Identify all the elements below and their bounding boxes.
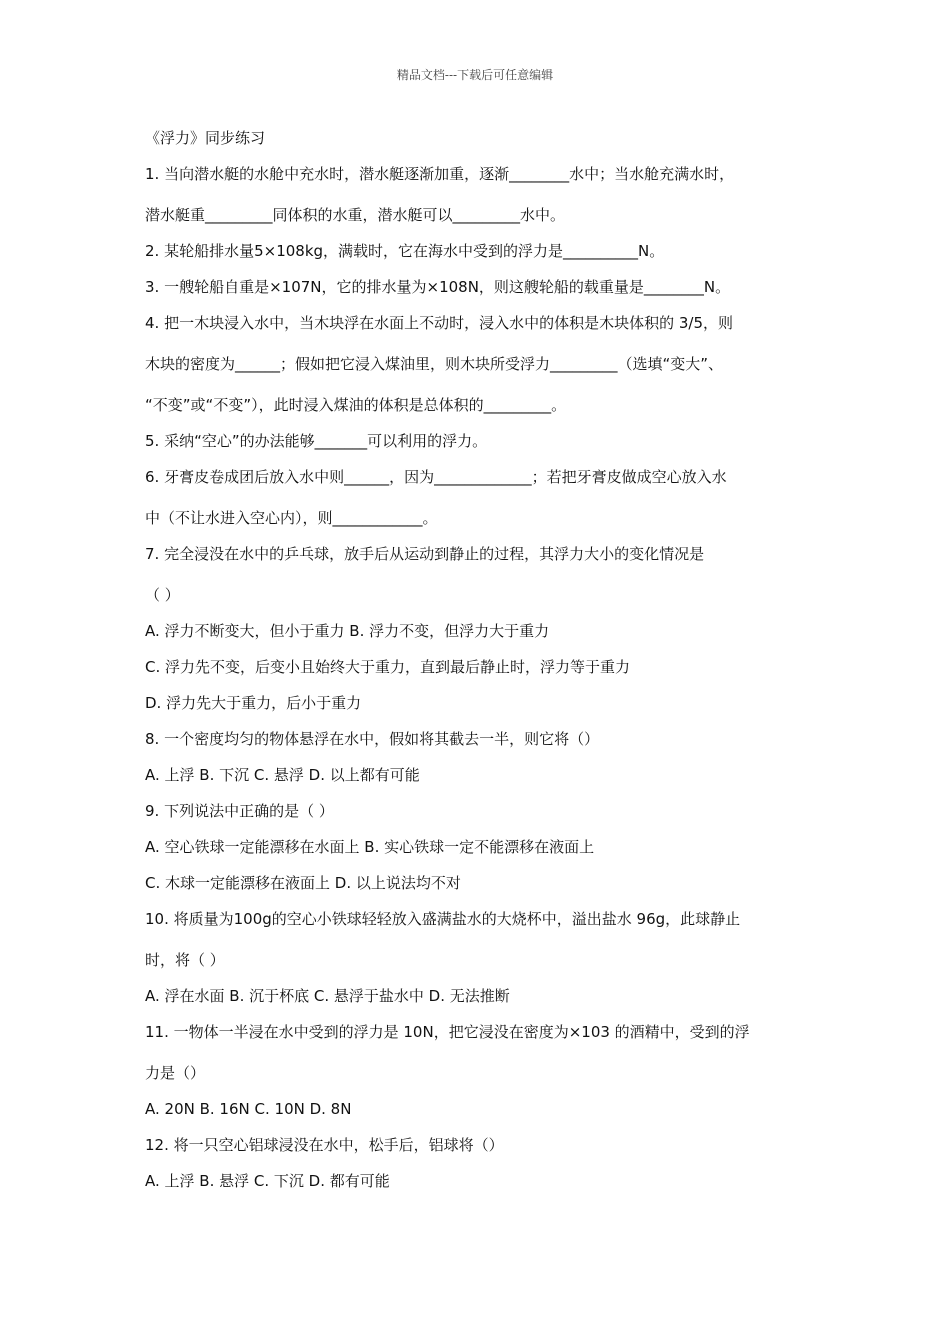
q7-option-c: C. 浮力先不变，后变小且始终大于重力，直到最后静止时，浮力等于重力 — [145, 658, 631, 676]
q7-line-2: （ ） — [145, 586, 180, 604]
q10-line-1: 10. 将质量为100g的空心小铁球轻轻放入盛满盐水的大烧杯中，溢出盐水 96g，此球静止 — [145, 910, 741, 928]
document-title: 《浮力》同步练习 — [145, 129, 266, 147]
q11-line-1: 11. 一物体一半浸在水中受到的浮力是 10N，把它浸没在密度为×103 的酒精中，受到的浮 — [145, 1023, 750, 1041]
q7-options-ab: A. 浮力不断变大，但小于重力 B. 浮力不变，但浮力大于重力 — [145, 622, 550, 640]
q6-line-2: 中（不让水进入空心内），则____________。 — [145, 509, 438, 527]
q4-line-1: 4. 把一木块浸入水中，当木块浮在水面上不动时，浸入水中的体积是木块体积的 3/5，则 — [145, 314, 733, 332]
q10-options: A. 浮在水面 B. 沉于杯底 C. 悬浮于盐水中 D. 无法推断 — [145, 987, 510, 1005]
q3-line: 3. 一艘轮船自重是×107N，它的排水量为×108N，则这艘轮船的载重量是________N。 — [145, 278, 731, 296]
page-header: 精品文档---下载后可任意编辑 — [396, 68, 554, 82]
q12-line: 12. 将一只空心铝球浸没在水中，松手后，铝球将（） — [145, 1136, 504, 1154]
q1-line-2: 潜水艇重_________同体积的水重，潜水艇可以_________水中。 — [145, 206, 566, 224]
q9-options-cd: C. 木球一定能漂移在液面上 D. 以上说法均不对 — [145, 874, 461, 892]
q7-line-1: 7. 完全浸没在水中的乒乓球，放手后从运动到静止的过程，其浮力大小的变化情况是 — [145, 545, 705, 563]
q9-options-ab: A. 空心铁球一定能漂移在水面上 B. 实心铁球一定不能漂移在液面上 — [145, 838, 595, 856]
q4-line-2: 木块的密度为______；假如把它浸入煤油里，则木块所受浮力_________（选填“变大”、 — [145, 355, 724, 373]
q1-line-1: 1. 当向潜水艇的水舱中充水时，潜水艇逐渐加重，逐渐________水中；当水舱充满水时， — [145, 165, 735, 183]
q8-options: A. 上浮 B. 下沉 C. 悬浮 D. 以上都有可能 — [145, 766, 420, 784]
q4-line-3: “不变”或“不变”），此时浸入煤油的体积是总体积的_________。 — [145, 396, 567, 414]
q7-option-d: D. 浮力先大于重力，后小于重力 — [145, 694, 362, 712]
q2-line: 2. 某轮船排水量5×108kg，满载时，它在海水中受到的浮力是__________N。 — [145, 242, 665, 260]
q6-line-1: 6. 牙膏皮卷成团后放入水中则______，因为_____________；若把牙膏皮做成空心放入水 — [145, 468, 727, 486]
q10-line-2: 时，将（ ） — [145, 951, 225, 969]
q8-line: 8. 一个密度均匀的物体悬浮在水中，假如将其截去一半，则它将（） — [145, 730, 600, 748]
q12-options: A. 上浮 B. 悬浮 C. 下沉 D. 都有可能 — [145, 1172, 390, 1190]
q5-line: 5. 采纳“空心”的办法能够_______可以利用的浮力。 — [145, 432, 488, 450]
document-body — [145, 128, 813, 1207]
q11-options: A. 20N B. 16N C. 10N D. 8N — [145, 1100, 352, 1118]
q9-line: 9. 下列说法中正确的是（ ） — [145, 802, 334, 820]
q11-line-2: 力是（） — [145, 1064, 206, 1082]
